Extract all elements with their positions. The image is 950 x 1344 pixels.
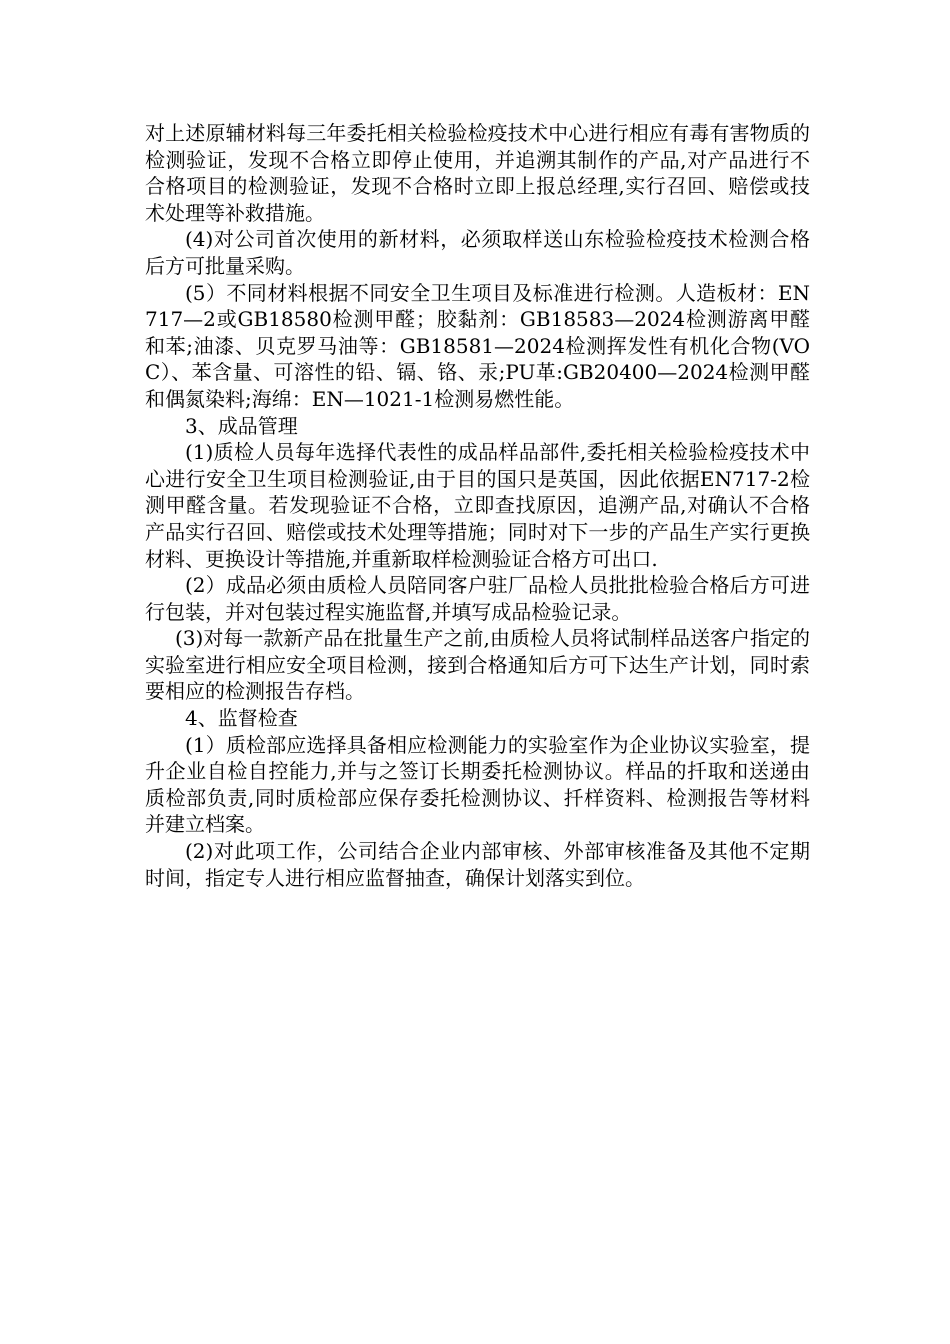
paragraph-lab-agreement: (1）质检部应选择具备相应检测能力的实验室作为企业协议实验室，提升企业自检自控能力,并与之签订长期委托检测协议。样品的扦取和送递由质检部负责,同时质检部应保存委托检测协议、扦样资料、检测报告等材料并建立档案。 <box>145 732 810 837</box>
paragraph-raw-materials-inspection: 对上述原辅材料每三年委托相关检验检疫技术中心进行相应有毒有害物质的检测验证，发现不合格立即停止使用，并追溯其制作的产品,对产品进行不合格项目的检测验证，发现不合格时立即上报总经理,实行召回、赔偿或技术处理等补救措施。 <box>145 121 810 225</box>
paragraph-finished-sample-testing: (1)质检人员每年选择代表性的成品样品部件,委托相关检验检疫技术中心进行安全卫生项目检测验证,由于目的国只是英国，因此依据EN717-2检测甲醛含量。若发现验证不合格，立即查找原因，追溯产品,对确认不合格产品实行召回、赔偿或技术处理等措施；同时对下一步的产品生产实行更换材料、更换设计等措施,并重新取样检测验证合格方可出口. <box>145 440 810 571</box>
section-heading-finished-products: 3、成品管理 <box>185 413 298 438</box>
section-heading-supervision: 4、监督检查 <box>185 706 298 731</box>
paragraph-material-standards: (5）不同材料根据不同安全卫生项目及标准进行检测。人造板材：EN717—2或GB18580检测甲醛；胶黏剂：GB18583—2024检测游离甲醛和苯;油漆、贝克罗马油等：GB18581—2024检测挥发性有机化合物(VOC）、苯含量、可溶性的铅、镉、铬、汞;PU革:GB20400—2024检测甲醛和偶氮染料;海绵：EN—1021-1检测易燃性能。 <box>145 280 810 411</box>
paragraph-new-product-testing: (3)对每一款新产品在批量生产之前,由质检人员将试制样品送客户指定的实验室进行相应安全项目检测，接到合格通知后方可下达生产计划，同时索要相应的检测报告存档。 <box>145 626 810 704</box>
paragraph-new-materials: (4)对公司首次使用的新材料，必须取样送山东检验检疫技术检测合格后方可批量采购。 <box>145 227 810 278</box>
paragraph-packaging-inspection: (2）成品必须由质检人员陪同客户驻厂品检人员批批检验合格后方可进行包装，并对包装过程实施监督,并填写成品检验记录。 <box>145 573 810 624</box>
document-page <box>145 120 810 891</box>
paragraph-spot-checks: (2)对此项工作，公司结合企业内部审核、外部审核准备及其他不定期时间，指定专人进行相应监督抽查，确保计划落实到位。 <box>145 839 810 890</box>
